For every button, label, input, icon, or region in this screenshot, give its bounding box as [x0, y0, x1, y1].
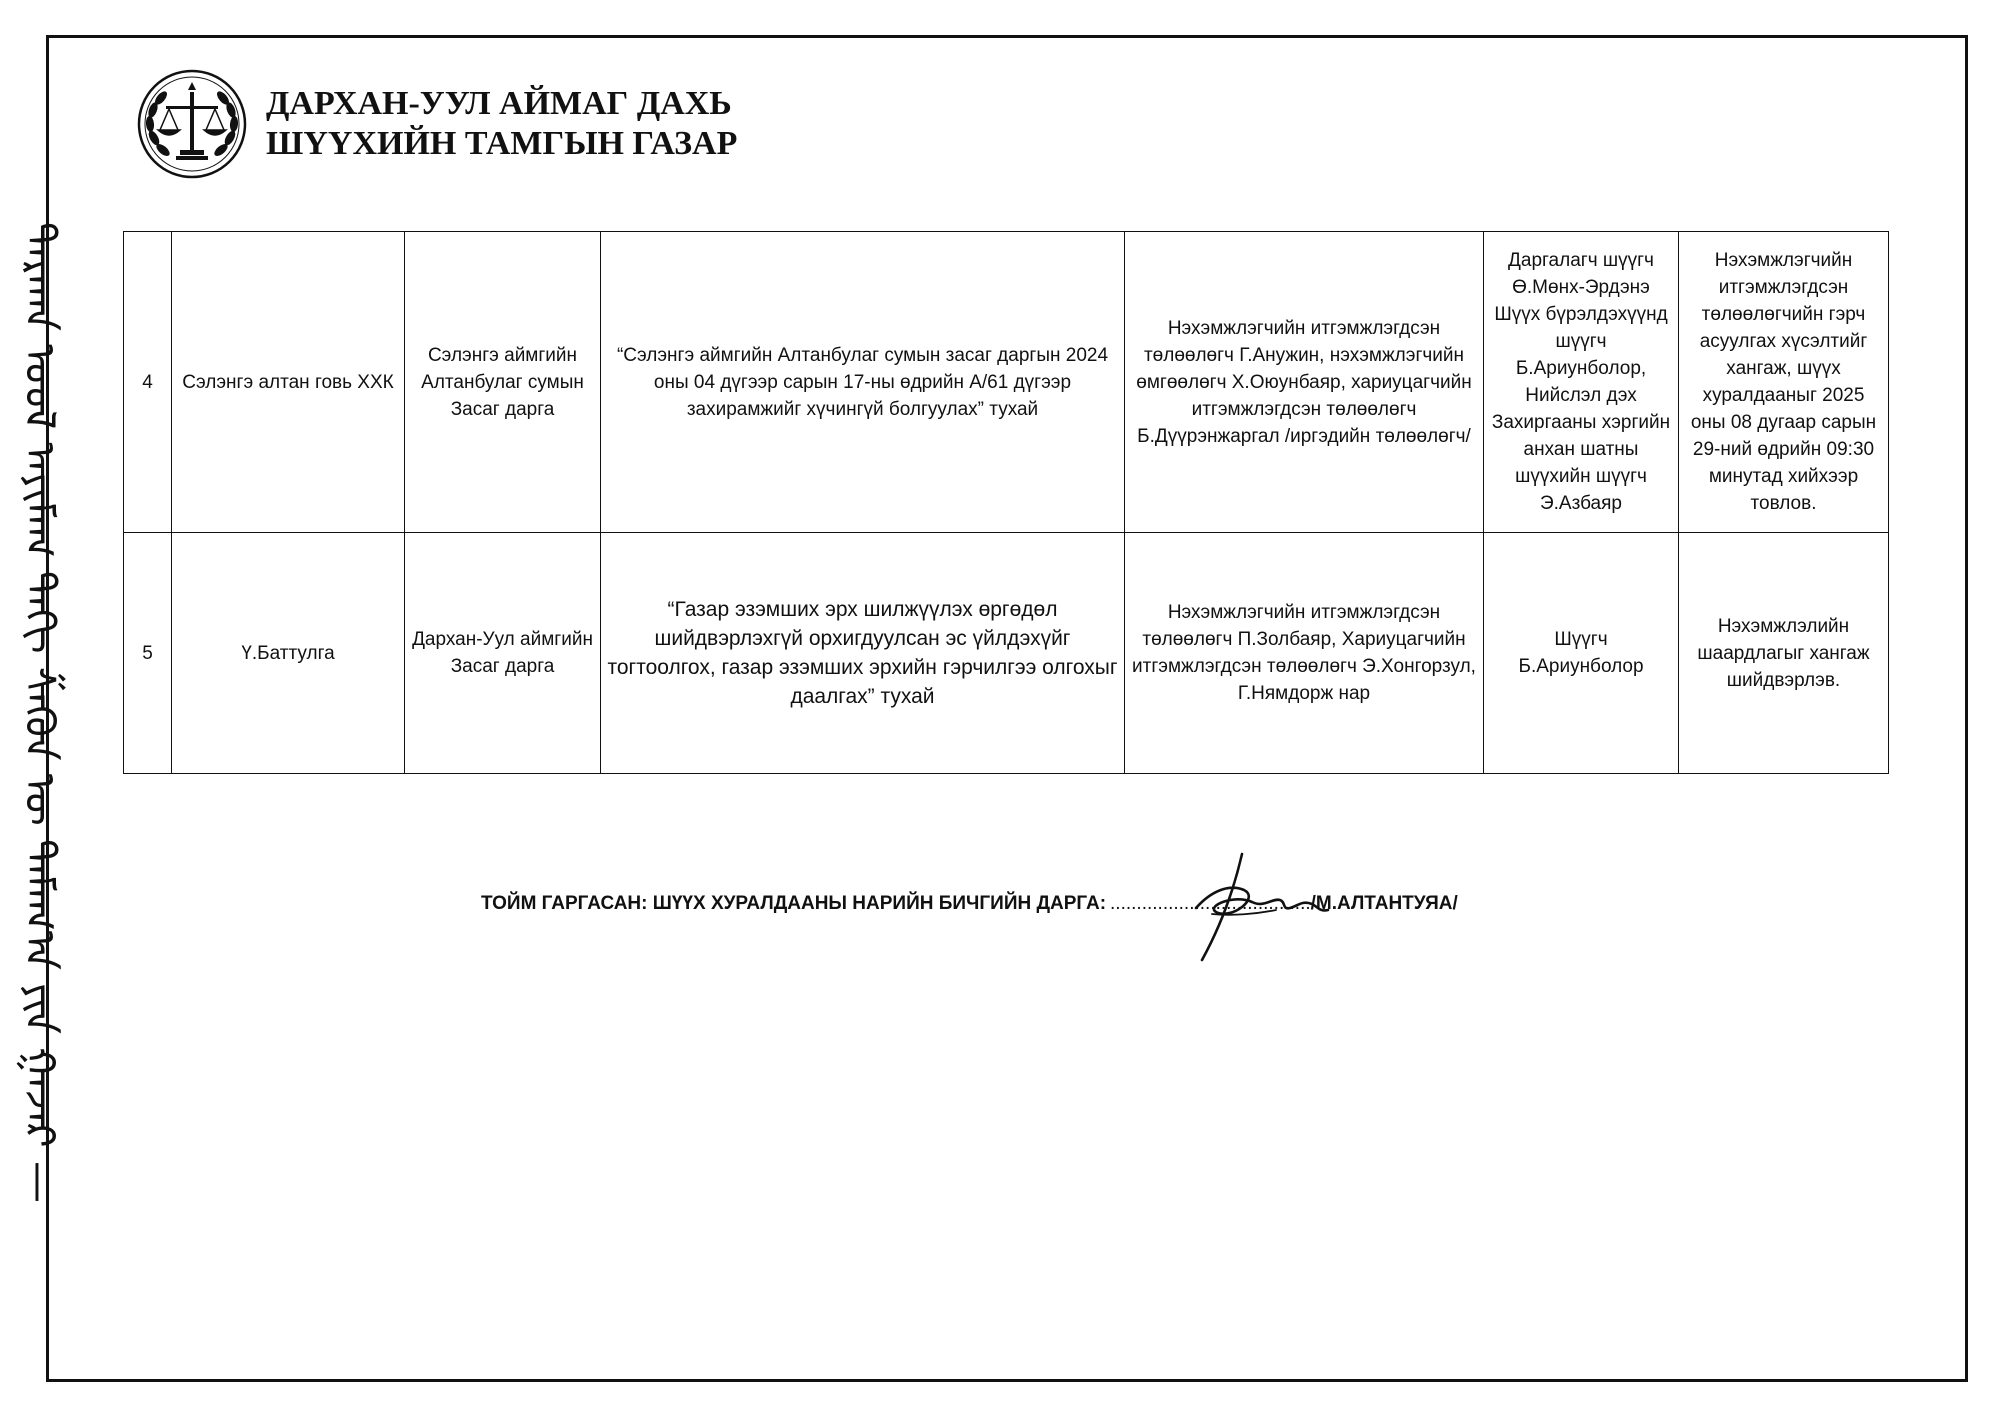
participants-cell: Нэхэмжлэгчийн итгэмжлэгдсэн төлөөлөгч П.Золбаяр, Хариуцагчийн итгэмжлэгдсэн төлөөлөгч Э.Хонгорзул, Г.Нямдорж нар [1125, 533, 1484, 774]
defendant-cell: Дархан-Уул аймгийн Засаг дарга [405, 533, 601, 774]
footer-label: ТОЙМ ГАРГАСАН: ШҮҮХ ХУРАЛДААНЫ НАРИЙН БИЧГИЙН ДАРГА: [481, 893, 1107, 914]
result-cell: Нэхэмжлэлийн шаардлагыг хангаж шийдвэрлэв. [1679, 533, 1889, 774]
handwritten-signature [1172, 850, 1332, 966]
plaintiff-cell: Сэлэнгэ алтан говь ХХК [172, 232, 405, 533]
case-number-cell: 5 [124, 533, 172, 774]
mongolian-script-text: ᠳᠠᠷᠬᠠᠨ ᠤᠤᠯ ᠠᠶᠢᠮᠠᠭ ᠲᠠᠬᠢ ᠱᠡᠬᠦᠨ ᠦ ᠲᠠᠮᠠᠭ᠎ᠠ ᠶᠢᠨ ᠭᠠᠵᠠᠷ — [15, 221, 65, 1203]
signature-line: ...................................... [1110, 893, 1311, 914]
org-name-line-2: ШҮҮХИЙН ТАМГЫН ГАЗАР [266, 125, 738, 162]
secretary-name: /М.АЛТАНТУЯА/ [1310, 893, 1458, 914]
case-number-cell: 4 [124, 232, 172, 533]
table-row [124, 533, 1889, 774]
participants-cell: Нэхэмжлэгчийн итгэмжлэгдсэн төлөөлөгч Г.Анужин, нэхэмжлэгчийн өмгөөлөгч Х.Оюунбаяр, хариуцагчийн итгэмжлэгдсэн төлөөлөгч Б.Дүүрэнжаргал /иргэдийн төлөөлөгч/ [1125, 232, 1484, 533]
table-row [124, 232, 1889, 533]
judge-cell: Шүүгч Б.Ариунболор [1484, 533, 1679, 774]
defendant-cell: Сэлэнгэ аймгийн Алтанбулаг сумын Засаг дарга [405, 232, 601, 533]
court-cases-table [123, 231, 1889, 774]
document-header [136, 68, 737, 180]
result-cell: Нэхэмжлэгчийн итгэмжлэгдсэн төлөөлөгчийн гэрч асуулгах хүсэлтийг хангаж, шүүх хуралдааныг 2025 оны 08 дугаар сарын 29-ний өдрийн 09:30 минутад хийхээр товлов. [1679, 232, 1889, 533]
mongolian-script-band [4, 222, 76, 1202]
plaintiff-cell: Ү.Баттулга [172, 533, 405, 774]
organization-name [266, 84, 737, 164]
claim-cell: “Сэлэнгэ аймгийн Алтанбулаг сумын засаг даргын 2024 оны 04 дүгээр сарын 17-ны өдрийн А/61 дүгээр захирамжийг хүчингүй болгуулах” тухай [601, 232, 1125, 533]
scales-of-justice-icon [136, 68, 248, 180]
claim-cell: “Газар эзэмших эрх шилжүүлэх өргөдөл шийдвэрлэхгүй орхигдуулсан эс үйлдэхүйг тогтоолгох, газар эзэмших эрхийн гэрчилгээ олгохыг даалгах” тухай [601, 533, 1125, 774]
judge-cell: Даргалагч шүүгч Ө.Мөнх-Эрдэнэ Шүүх бүрэлдэхүүнд шүүгч Б.Ариунболор, Нийслэл дэх Захиргааны хэргийн анхан шатны шүүхийн шүүгч Э.Азбаяр [1484, 232, 1679, 533]
org-name-line-1: ДАРХАН-УУЛ АЙМАГ ДАХЬ [266, 85, 732, 122]
